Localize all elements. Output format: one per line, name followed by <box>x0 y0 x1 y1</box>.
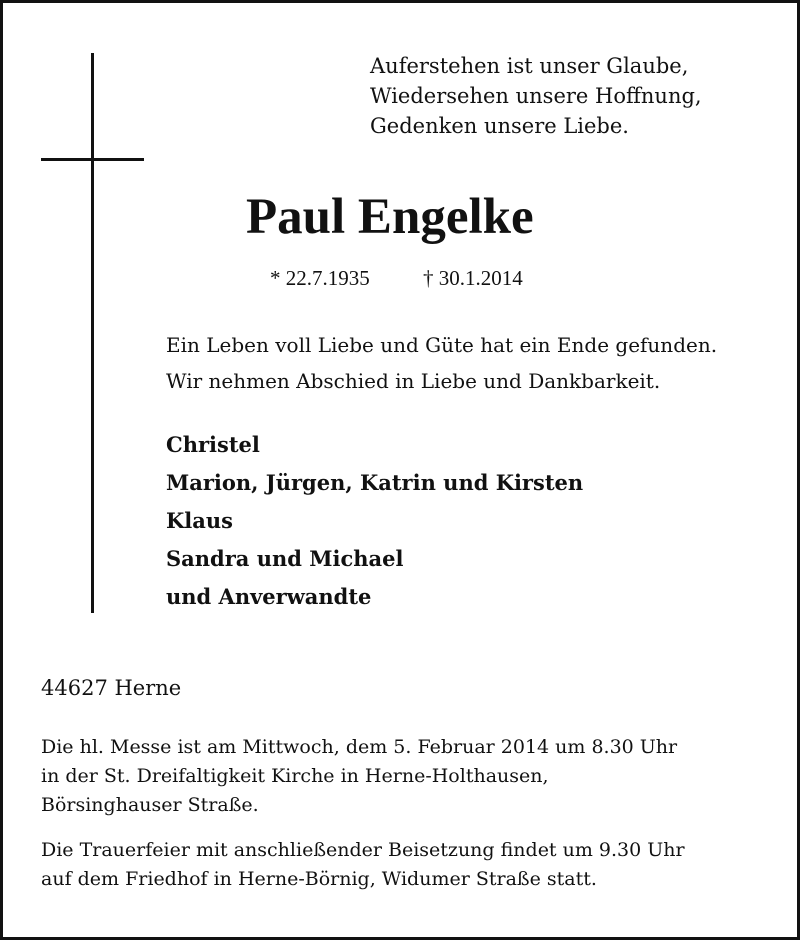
ceremony-information <box>41 836 685 894</box>
farewell-message <box>166 327 717 399</box>
family-line: Christel <box>166 432 260 457</box>
family-names <box>166 426 583 616</box>
mass-line: in der St. Dreifaltigkeit Kirche in Herne-Holthausen, <box>41 765 549 787</box>
motto-line: Gedenken unsere Liebe. <box>370 114 629 138</box>
ceremony-line: Die Trauerfeier mit anschließender Beisetzung findet um 9.30 Uhr <box>41 839 685 861</box>
family-line: Marion, Jürgen, Katrin und Kirsten <box>166 470 584 495</box>
cross-horizontal-bar <box>41 158 144 161</box>
mass-information <box>41 733 677 820</box>
family-line: und Anverwandte <box>166 584 372 609</box>
message-line: Ein Leben voll Liebe und Güte hat ein Ende gefunden. <box>166 333 718 357</box>
message-line: Wir nehmen Abschied in Liebe und Dankbarkeit. <box>166 369 661 393</box>
ceremony-line: auf dem Friedhof in Herne-Börnig, Widumer Straße statt. <box>41 868 597 890</box>
mass-line: Börsinghauser Straße. <box>41 794 259 816</box>
motto-line: Wiedersehen unsere Hoffnung, <box>370 84 702 108</box>
motto-line: Auferstehen ist unser Glaube, <box>370 54 689 78</box>
birth-date: * 22.7.1935 <box>270 266 370 290</box>
family-line: Sandra und Michael <box>166 546 404 571</box>
cross-vertical-bar <box>91 53 94 613</box>
family-line: Klaus <box>166 508 233 533</box>
deceased-name: Paul Engelke <box>246 189 534 245</box>
motto <box>370 51 702 141</box>
mass-line: Die hl. Messe ist am Mittwoch, dem 5. Februar 2014 um 8.30 Uhr <box>41 736 678 758</box>
location: 44627 Herne <box>41 676 182 700</box>
death-date: † 30.1.2014 <box>423 266 523 290</box>
